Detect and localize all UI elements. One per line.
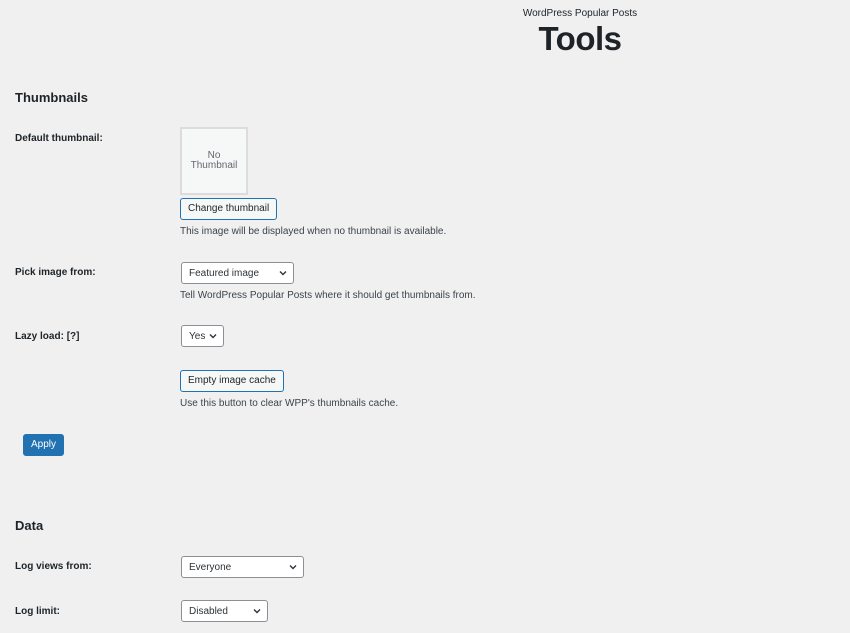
log-limit-select[interactable] <box>181 600 268 622</box>
default-thumbnail-description: This image will be displayed when no thumbnail is available. <box>180 226 447 237</box>
lazy-load-selected: Yes <box>189 330 206 342</box>
log-limit-selected: Disabled <box>189 605 228 617</box>
section-title-thumbnails: Thumbnails <box>15 90 88 105</box>
pick-image-label: Pick image from: <box>15 267 96 278</box>
pick-image-selected: Featured image <box>189 267 260 279</box>
apply-button[interactable]: Apply <box>23 434 64 456</box>
lazy-load-label-text: Lazy load: <box>15 331 64 342</box>
default-thumbnail-label: Default thumbnail: <box>15 133 103 144</box>
chevron-down-icon <box>289 563 297 571</box>
chevron-down-icon <box>279 269 287 277</box>
log-limit-label: Log limit: <box>15 606 60 617</box>
section-title-data: Data <box>15 518 44 533</box>
lazy-load-select[interactable] <box>181 325 224 347</box>
chevron-down-icon <box>253 607 261 615</box>
pick-image-select[interactable] <box>181 262 294 284</box>
chevron-down-icon <box>209 332 217 340</box>
change-thumbnail-button[interactable]: Change thumbnail <box>180 198 277 220</box>
no-thumbnail-text: No Thumbnail <box>190 150 238 171</box>
cache-description: Use this button to clear WPP's thumbnails cache. <box>180 398 399 409</box>
log-views-select[interactable] <box>181 556 304 578</box>
lazy-load-help-link[interactable]: [?] <box>66 331 80 342</box>
log-views-selected: Everyone <box>189 561 232 573</box>
empty-image-cache-button[interactable]: Empty image cache <box>180 370 284 392</box>
pick-image-description: Tell WordPress Popular Posts where it should get thumbnails from. <box>180 290 476 301</box>
default-thumbnail-preview <box>180 127 248 195</box>
log-views-label: Log views from: <box>15 561 92 572</box>
lazy-load-label <box>15 331 79 342</box>
page-title: Tools <box>538 20 622 57</box>
plugin-name: WordPress Popular Posts <box>522 8 638 19</box>
